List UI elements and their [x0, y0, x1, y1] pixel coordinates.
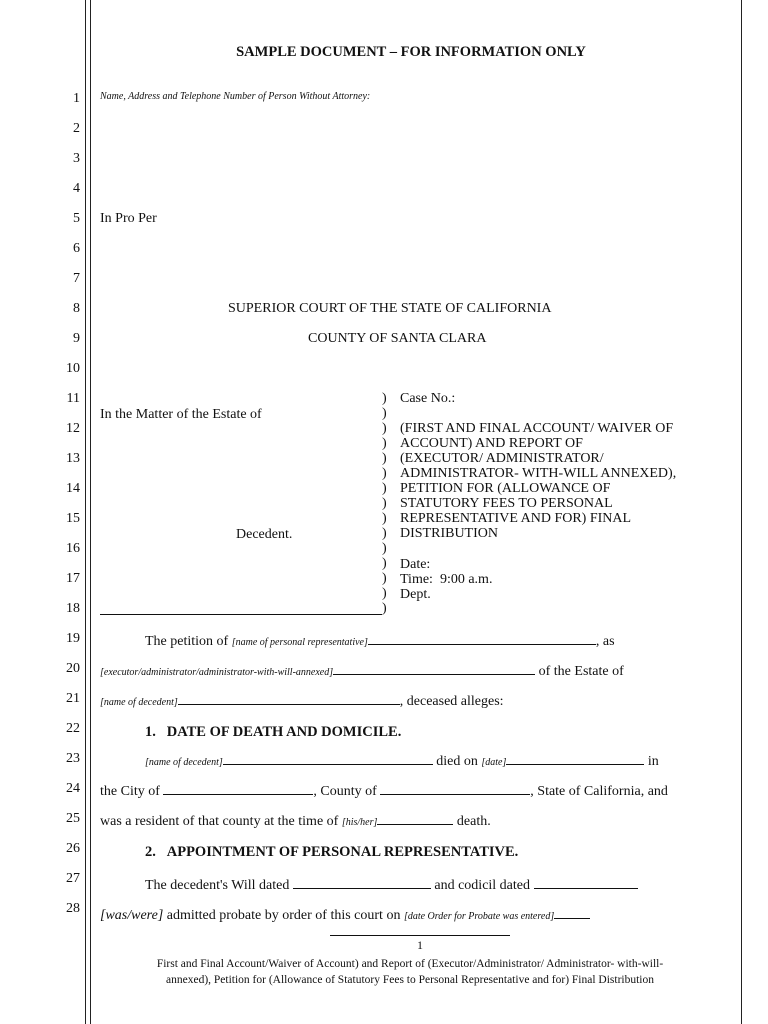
left-margin-rule-outer [85, 0, 86, 1024]
section-2-heading: 2. APPOINTMENT OF PERSONAL REPRESENTATIVE. [145, 844, 519, 860]
blank-line [554, 905, 590, 919]
body-line-25: was a resident of that county at the time of [his/her] death. [100, 811, 491, 830]
line-number: 27 [66, 871, 80, 886]
body-line-21: [name of decedent] , deceased alleges: [100, 691, 504, 710]
case-title-line: ACCOUNT) AND REPORT OF [400, 436, 583, 451]
case-title-line: REPRESENTATIVE AND FOR) FINAL [400, 511, 632, 526]
blank-line [178, 691, 400, 705]
caption-paren: ) [382, 586, 387, 601]
line-number: 12 [66, 421, 80, 436]
page-number: 1 [417, 938, 423, 952]
caption-bottom-rule [100, 614, 382, 615]
line-number: 8 [73, 301, 80, 316]
line-number: 5 [73, 211, 80, 226]
case-title-line: (EXECUTOR/ ADMINISTRATOR/ [400, 451, 604, 466]
body-line-24: the City of , County of , State of California, and [100, 781, 668, 800]
blank-line [293, 875, 431, 889]
in-pro-per: In Pro Per [100, 211, 157, 226]
caption-paren: ) [382, 391, 387, 406]
caption-paren: ) [382, 481, 387, 496]
blank-line [163, 781, 313, 795]
blank-line [534, 875, 638, 889]
body-line-23: [name of decedent] died on [date] in [145, 751, 659, 770]
line-number: 22 [66, 721, 80, 736]
line-number: 16 [66, 541, 80, 556]
body-line-27: The decedent's Will dated and codicil dated [145, 875, 638, 894]
caption-paren: ) [382, 406, 387, 421]
caption-paren: ) [382, 496, 387, 511]
decedent-label: Decedent. [236, 527, 293, 542]
blank-line [377, 811, 453, 825]
line-number: 23 [66, 751, 80, 766]
line-number: 18 [66, 601, 80, 616]
footer-line-2: annexed), Petition for (Allowance of Statutory Fees to Personal Representative and for) Final Distribution [166, 974, 654, 986]
line-number: 20 [66, 661, 80, 676]
hearing-time-label: Time: [400, 572, 433, 587]
line-number: 19 [66, 631, 80, 646]
court-name: SUPERIOR COURT OF THE STATE OF CALIFORNIA [228, 301, 552, 316]
case-title-line: STATUTORY FEES TO PERSONAL [400, 496, 613, 511]
line-number: 26 [66, 841, 80, 856]
line-number: 15 [66, 511, 80, 526]
caption-paren: ) [382, 466, 387, 481]
placeholder-his-her: [his/her] [341, 817, 378, 828]
body-line-20: [executor/administrator/administrator-with-will-annexed] of the Estate of [100, 661, 624, 680]
footer-rule [330, 935, 510, 936]
blank-line [380, 781, 530, 795]
placeholder-decedent-name: [name of decedent] [145, 757, 223, 768]
placeholder-was-were: [was/were] [100, 908, 164, 923]
caption-paren: ) [382, 556, 387, 571]
line-number: 2 [73, 121, 80, 136]
line-number: 17 [66, 571, 80, 586]
attorney-info-label: Name, Address and Telephone Number of Person Without Attorney: [100, 91, 371, 102]
line-number: 14 [66, 481, 80, 496]
line-number: 25 [66, 811, 80, 826]
line-number: 1 [73, 91, 80, 106]
line-number: 21 [66, 691, 80, 706]
caption-paren: ) [382, 511, 387, 526]
case-title [400, 421, 676, 541]
caption-paren: ) [382, 451, 387, 466]
placeholder-decedent-name: [name of decedent] [100, 697, 178, 708]
estate-matter-label: In the Matter of the Estate of [100, 407, 262, 422]
court-county: COUNTY OF SANTA CLARA [308, 331, 487, 346]
caption-paren: ) [382, 571, 387, 586]
line-number: 24 [66, 781, 80, 796]
caption-paren: ) [382, 526, 387, 541]
placeholder-executor-type: [executor/administrator/administrator-with-will-annexed] [100, 667, 334, 678]
case-title-line: ADMINISTRATOR- WITH-WILL ANNEXED), [400, 466, 677, 481]
blank-line [333, 661, 535, 675]
footer-caption [95, 956, 725, 988]
line-number: 4 [73, 181, 80, 196]
document-banner: SAMPLE DOCUMENT – FOR INFORMATION ONLY [236, 44, 586, 60]
line-number: 28 [66, 901, 80, 916]
case-title-line: DISTRIBUTION [400, 526, 498, 541]
hearing-dept-label: Dept. [400, 587, 431, 602]
placeholder-order-date: [date Order for Probate was entered] [403, 911, 555, 922]
line-number: 13 [66, 451, 80, 466]
placeholder-date: [date] [481, 757, 507, 768]
body-line-28: [was/were] admitted probate by order of this court on [date Order for Probate was entered] [100, 905, 590, 924]
hearing-date-label: Date: [400, 557, 431, 572]
line-number: 11 [66, 391, 80, 406]
caption-paren: ) [382, 601, 387, 616]
blank-line [506, 751, 644, 765]
blank-line [223, 751, 433, 765]
line-number: 9 [73, 331, 80, 346]
caption-paren: ) [382, 421, 387, 436]
section-1-heading: 1. DATE OF DEATH AND DOMICILE. [145, 724, 402, 740]
blank-line [368, 631, 596, 645]
hearing-time-value: 9:00 a.m. [439, 572, 493, 587]
placeholder-personal-representative: [name of personal representative] [231, 637, 368, 648]
left-margin-rule-inner [90, 0, 91, 1024]
line-number: 6 [73, 241, 80, 256]
case-number-label: Case No.: [400, 391, 456, 406]
line-number: 3 [73, 151, 80, 166]
caption-paren: ) [382, 436, 387, 451]
caption-paren: ) [382, 541, 387, 556]
hearing-time [400, 572, 492, 587]
right-margin-rule [741, 0, 742, 1024]
body-line-19: The petition of [name of personal representative] , as [145, 631, 615, 650]
line-number: 7 [73, 271, 80, 286]
line-number: 10 [66, 361, 80, 376]
footer-line-1: First and Final Account/Waiver of Account) and Report of (Executor/Administrator/ Administrator- with-will- [156, 958, 664, 970]
case-title-line: (FIRST AND FINAL ACCOUNT/ WAIVER OF [400, 421, 674, 436]
case-title-line: PETITION FOR (ALLOWANCE OF [400, 481, 611, 496]
